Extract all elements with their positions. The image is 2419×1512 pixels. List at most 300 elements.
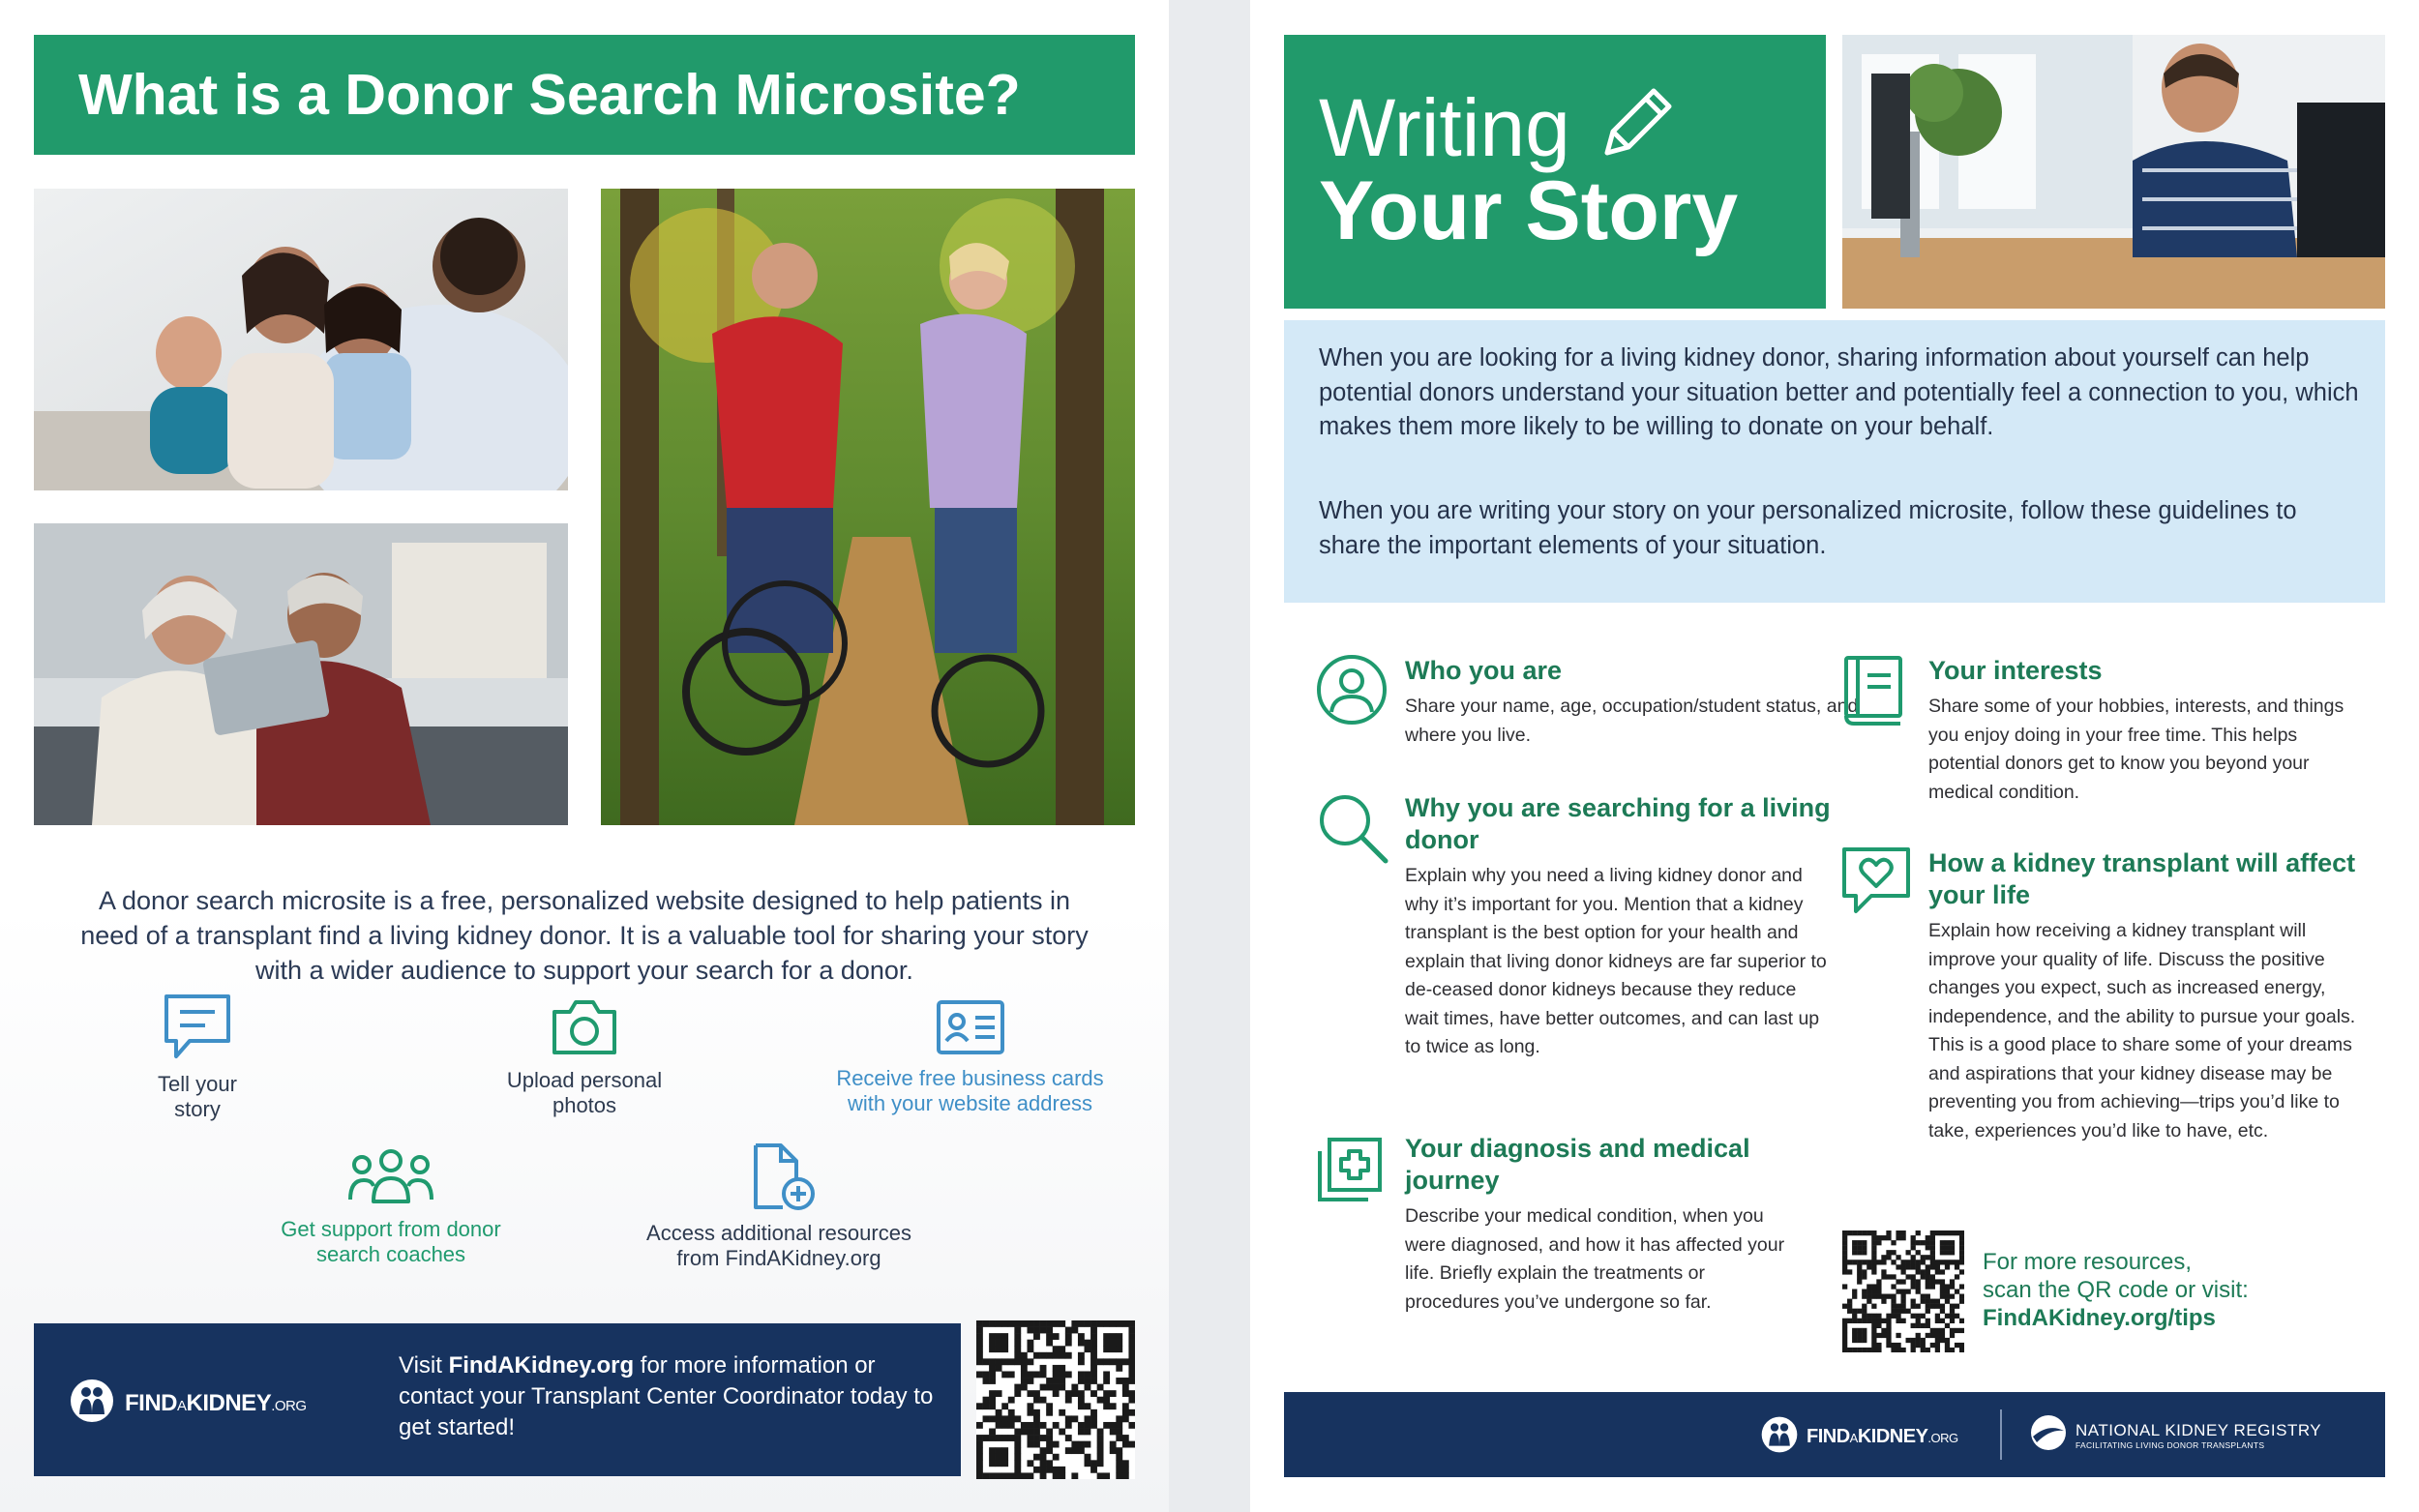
qr-module (1122, 1320, 1129, 1327)
qr-module (1008, 1371, 1015, 1378)
qr-module (1900, 1299, 1905, 1304)
qr-module (976, 1435, 983, 1441)
qr-module (1886, 1230, 1891, 1235)
qr-module (1916, 1323, 1921, 1328)
qr-module (1886, 1338, 1891, 1343)
qr-module (1852, 1338, 1857, 1343)
qr-code-graphic (976, 1320, 1135, 1479)
qr-module (1021, 1384, 1028, 1391)
qr-module (1935, 1348, 1940, 1352)
qr-module (1871, 1240, 1876, 1245)
qr-module (1959, 1235, 1964, 1240)
section-body: Explain how receiving a kidney transplant will improve your quality of life. Discuss the positive changes you expect, such as increased energy, independence, and the ability to pursue your goals. This is a good place to share some of your dreams and aspirations that your kidney disease may be preventing you from achieving—trips you’d like to take, experiences you’d like to have, etc. (1928, 920, 2356, 1141)
qr-module (1097, 1460, 1104, 1467)
feature-donor-coaches (255, 1145, 526, 1267)
qr-module (1128, 1346, 1135, 1352)
logo-find: FIND (125, 1389, 177, 1416)
qr-module (1950, 1304, 1955, 1309)
qr-module (1090, 1422, 1097, 1429)
qr-module (1110, 1340, 1117, 1347)
qr-module (996, 1390, 1002, 1397)
qr-module (1059, 1346, 1065, 1352)
qr-module (1857, 1348, 1862, 1352)
qr-module (1891, 1343, 1896, 1348)
qr-module (1891, 1240, 1896, 1245)
qr-module (976, 1358, 983, 1365)
qr-module (1053, 1422, 1060, 1429)
qr-module (1955, 1260, 1959, 1264)
qr-module (1916, 1304, 1921, 1309)
qr-module (1842, 1343, 1847, 1348)
qr-module (1053, 1384, 1060, 1391)
logo-a: A (1849, 1431, 1858, 1445)
qr-module (1945, 1245, 1950, 1250)
qr-module (1053, 1390, 1060, 1397)
qr-module (1862, 1294, 1867, 1299)
qr-module (1916, 1314, 1921, 1319)
qr-module (1046, 1409, 1053, 1416)
qr-module (1945, 1343, 1950, 1348)
qr-module (1027, 1320, 1033, 1327)
qr-module (1911, 1264, 1916, 1269)
qr-module (1085, 1346, 1091, 1352)
qr-module (1059, 1371, 1065, 1378)
qr-module (1921, 1343, 1926, 1348)
qr-module (1945, 1348, 1950, 1352)
qr-module (1128, 1333, 1135, 1340)
qr-module (1085, 1320, 1091, 1327)
qr-module (1959, 1299, 1964, 1304)
medical-cross-icon (1316, 1136, 1384, 1208)
qr-module (1926, 1235, 1930, 1240)
qr-module (1110, 1429, 1117, 1436)
qr-module (1065, 1327, 1072, 1334)
qr-module (1046, 1460, 1053, 1467)
qr-module (1930, 1230, 1935, 1235)
writing-story-title-block (1284, 35, 1826, 309)
section-body: Explain why you need a living kidney donor and why it’s important for you. Mention that a kidney transplant is the best option for your health and explain that living donor kidneys are far superior to de-ceased donor kidneys because they reduce wait times, have better outcomes, and can last up to twice as long. (1405, 865, 1827, 1057)
qr-module (1900, 1294, 1905, 1299)
qr-module (1935, 1279, 1940, 1284)
feature-label: Receive free business cards with your website address (836, 1066, 1104, 1115)
qr-module (1926, 1319, 1930, 1323)
section-body: Describe your medical condition, when you were diagnosed, and how it has affected your life. Briefly explain the treatments or procedures you’ve undergone so far. (1405, 1205, 1785, 1313)
qr-module (1116, 1454, 1122, 1461)
qr-module (1881, 1260, 1886, 1264)
qr-module (1959, 1240, 1964, 1245)
qr-module (1916, 1343, 1921, 1348)
qr-module (1090, 1415, 1097, 1422)
qr-module (1935, 1269, 1940, 1274)
qr-module (1128, 1390, 1135, 1397)
qr-module (1046, 1352, 1053, 1359)
qr-module (1097, 1397, 1104, 1404)
qr-module (996, 1447, 1002, 1454)
qr-module (1027, 1403, 1033, 1409)
qr-module (1053, 1441, 1060, 1448)
qr-module (1090, 1346, 1097, 1352)
qr-module (1867, 1314, 1871, 1319)
pencil-icon (1592, 81, 1679, 173)
qr-module (1053, 1333, 1060, 1340)
qr-module (1014, 1333, 1021, 1340)
qr-module (1900, 1348, 1905, 1352)
qr-module (1090, 1365, 1097, 1372)
qr-module (1871, 1260, 1876, 1264)
findakidney-link[interactable]: FindAKidney.org (448, 1352, 635, 1379)
logo-org: .ORG (1927, 1431, 1958, 1445)
feature-business-cards (822, 998, 1118, 1116)
qr-module (1935, 1230, 1940, 1235)
qr-module (989, 1358, 996, 1365)
qr-module (1090, 1390, 1097, 1397)
qr-module (1046, 1447, 1053, 1454)
qr-module (1945, 1338, 1950, 1343)
feature-label: Access additional resources from FindAKidney.org (646, 1221, 911, 1270)
qr-module (1881, 1299, 1886, 1304)
qr-module (1911, 1314, 1916, 1319)
qr-module (1847, 1299, 1852, 1304)
qr-module (1090, 1409, 1097, 1416)
qr-module (1857, 1230, 1862, 1235)
heart-message-icon (1840, 845, 1912, 922)
qr-module (1945, 1314, 1950, 1319)
qr-module (1921, 1323, 1926, 1328)
qr-module (1116, 1320, 1122, 1327)
qr-module (989, 1333, 996, 1340)
qr-module (1078, 1422, 1085, 1429)
speech-bubble-icon (101, 991, 294, 1062)
qr-module (1959, 1255, 1964, 1260)
qr-module (1900, 1230, 1905, 1235)
qr-module (1097, 1358, 1104, 1365)
qr-module (1852, 1328, 1857, 1333)
qr-module (1053, 1346, 1060, 1352)
qr-module (1950, 1240, 1955, 1245)
qr-module (1867, 1348, 1871, 1352)
qr-module (1065, 1447, 1072, 1454)
qr-module (1008, 1409, 1015, 1416)
qr-module (996, 1472, 1002, 1479)
qr-module (1930, 1284, 1935, 1289)
qr-module (1896, 1319, 1900, 1323)
qr-module (1001, 1371, 1008, 1378)
qr-module (1053, 1320, 1060, 1327)
qr-module (1921, 1240, 1926, 1245)
right-qr-code[interactable] (1842, 1230, 1964, 1352)
qr-module (1886, 1235, 1891, 1240)
qr-module (1116, 1435, 1122, 1441)
qr-module (1950, 1314, 1955, 1319)
qr-module (1021, 1472, 1028, 1479)
qr-module (1916, 1279, 1921, 1284)
qr-module (1128, 1378, 1135, 1384)
qr-module (976, 1454, 983, 1461)
qr-module (1085, 1384, 1091, 1391)
qr-module (983, 1397, 990, 1404)
qr-module (1090, 1327, 1097, 1334)
qr-module (1857, 1333, 1862, 1338)
qr-module (1116, 1422, 1122, 1429)
qr-module (1116, 1472, 1122, 1479)
qr-module (1097, 1320, 1104, 1327)
qr-module (1935, 1299, 1940, 1304)
qr-module (1065, 1333, 1072, 1340)
qr-module (1896, 1333, 1900, 1338)
section-why-searching (1405, 792, 1831, 1062)
qr-module (1881, 1319, 1886, 1323)
qr-module (1128, 1320, 1135, 1327)
qr-module (1857, 1250, 1862, 1255)
qr-module (1896, 1289, 1900, 1293)
qr-module (1916, 1250, 1921, 1255)
qr-module (1097, 1429, 1104, 1436)
qr-module (1881, 1333, 1886, 1338)
qr-module (1857, 1240, 1862, 1245)
qr-module (1940, 1289, 1945, 1293)
qr-module (1930, 1328, 1935, 1333)
qr-module (989, 1378, 996, 1384)
couple-tablet-photo (34, 523, 568, 825)
qr-module (1071, 1320, 1078, 1327)
qr-module (1040, 1454, 1047, 1461)
qr-module (1090, 1333, 1097, 1340)
qr-module (1842, 1323, 1847, 1328)
qr-module (1862, 1328, 1867, 1333)
qr-module (1886, 1250, 1891, 1255)
qr-module (1862, 1333, 1867, 1338)
qr-module (1867, 1284, 1871, 1289)
qr-module (1040, 1327, 1047, 1334)
qr-module (1857, 1274, 1862, 1279)
qr-module (983, 1358, 990, 1365)
qr-module (1090, 1352, 1097, 1359)
qr-module (1014, 1346, 1021, 1352)
qr-module (1014, 1454, 1021, 1461)
qr-module (976, 1352, 983, 1359)
qr-module (1940, 1338, 1945, 1343)
qr-module (1116, 1365, 1122, 1372)
qr-module (1906, 1250, 1911, 1255)
qr-module (1046, 1429, 1053, 1436)
id-card-icon (822, 998, 1118, 1056)
qr-module (1014, 1441, 1021, 1448)
qr-module (1930, 1279, 1935, 1284)
qr-module (1945, 1294, 1950, 1299)
qr-module (1940, 1284, 1945, 1289)
qr-module (1033, 1352, 1040, 1359)
qr-module (1930, 1250, 1935, 1255)
qr-module (1857, 1328, 1862, 1333)
qr-module (1911, 1284, 1916, 1289)
qr-module (1110, 1333, 1117, 1340)
qr-module (1053, 1352, 1060, 1359)
qr-module (1926, 1255, 1930, 1260)
intro-paragraph-2: When you are writing your story on your personalized microsite, follow these guidelines to share the important elements of your situation. (1319, 497, 2297, 559)
qr-module (1955, 1274, 1959, 1279)
qr-module (1886, 1333, 1891, 1338)
qr-module (1900, 1304, 1905, 1309)
qr-module (1921, 1348, 1926, 1352)
qr-module (1950, 1333, 1955, 1338)
qr-module (1008, 1415, 1015, 1422)
qr-module (1040, 1472, 1047, 1479)
qr-module (1122, 1403, 1129, 1409)
qr-module (1926, 1264, 1930, 1269)
feature-label: Tell your story (158, 1072, 237, 1121)
kidney-people-icon (69, 1378, 115, 1429)
qr-module (989, 1340, 996, 1347)
qr-module (1842, 1260, 1847, 1264)
resources-link[interactable]: FindAKidney.org/tips (1983, 1305, 2216, 1331)
qr-module (989, 1429, 996, 1436)
qr-module (983, 1378, 990, 1384)
qr-module (1128, 1340, 1135, 1347)
qr-module (1122, 1415, 1129, 1422)
qr-module (976, 1340, 983, 1347)
qr-module (983, 1320, 990, 1327)
qr-module (1945, 1299, 1950, 1304)
qr-module (1085, 1378, 1091, 1384)
qr-module (1014, 1390, 1021, 1397)
nkr-emblem-icon (2029, 1413, 2068, 1457)
qr-module (1040, 1384, 1047, 1391)
qr-module (1046, 1441, 1053, 1448)
qr-module (976, 1441, 983, 1448)
qr-module (1916, 1319, 1921, 1323)
qr-module (1871, 1245, 1876, 1250)
qr-module (1128, 1409, 1135, 1416)
qr-module (1876, 1284, 1881, 1289)
qr-module (1021, 1371, 1028, 1378)
feature-label: Upload personal photos (506, 1068, 663, 1117)
qr-module (1881, 1269, 1886, 1274)
qr-module (1896, 1314, 1900, 1319)
qr-module (1001, 1340, 1008, 1347)
logo-find: FIND (1807, 1426, 1850, 1447)
qr-module (1110, 1403, 1117, 1409)
qr-module (996, 1435, 1002, 1441)
qr-module (1110, 1447, 1117, 1454)
qr-module (976, 1320, 983, 1327)
qr-module (1852, 1294, 1857, 1299)
qr-module (1926, 1284, 1930, 1289)
footer-divider (2000, 1409, 2002, 1460)
qr-module (1940, 1245, 1945, 1250)
qr-module (1059, 1320, 1065, 1327)
qr-module (1027, 1429, 1033, 1436)
qr-module (1122, 1358, 1129, 1365)
qr-module (1046, 1340, 1053, 1347)
qr-module (1950, 1328, 1955, 1333)
qr-module (1040, 1365, 1047, 1372)
qr-module (983, 1472, 990, 1479)
qr-module (1847, 1230, 1852, 1235)
qr-module (1930, 1245, 1935, 1250)
qr-module (1842, 1264, 1847, 1269)
qr-module (1930, 1304, 1935, 1309)
qr-module (1955, 1230, 1959, 1235)
qr-module (1842, 1348, 1847, 1352)
qr-module (1955, 1343, 1959, 1348)
qr-module (989, 1403, 996, 1409)
resources-line1: For more resources, (1983, 1249, 2193, 1275)
qr-module (1040, 1397, 1047, 1404)
qr-module (1862, 1348, 1867, 1352)
qr-module (1128, 1327, 1135, 1334)
qr-module (1959, 1260, 1964, 1264)
qr-module (1871, 1250, 1876, 1255)
qr-module (1033, 1320, 1040, 1327)
qr-module (1027, 1346, 1033, 1352)
qr-module (1935, 1328, 1940, 1333)
qr-module (1085, 1429, 1091, 1436)
qr-module (1842, 1333, 1847, 1338)
family-photo (34, 189, 568, 490)
qr-module (1842, 1245, 1847, 1250)
qr-module (1078, 1320, 1085, 1327)
qr-module (976, 1403, 983, 1409)
qr-module (1078, 1340, 1085, 1347)
section-heading: Why you are searching for a living donor (1405, 793, 1831, 854)
qr-module (1926, 1240, 1930, 1245)
qr-module (1867, 1299, 1871, 1304)
qr-module (1852, 1314, 1857, 1319)
qr-module (1008, 1397, 1015, 1404)
qr-module (1911, 1299, 1916, 1304)
qr-module (1128, 1441, 1135, 1448)
qr-module (1891, 1304, 1896, 1309)
qr-module (1103, 1358, 1110, 1365)
qr-module (1950, 1319, 1955, 1323)
search-icon (1316, 791, 1389, 870)
qr-module (989, 1435, 996, 1441)
qr-module (1906, 1338, 1911, 1343)
qr-module (1001, 1422, 1008, 1429)
group-icon (255, 1145, 526, 1207)
qr-module (1033, 1327, 1040, 1334)
qr-module (1871, 1348, 1876, 1352)
resources-callout (1983, 1248, 2370, 1332)
cycling-couple-photo (601, 189, 1135, 825)
microsite-title-bar (34, 35, 1135, 155)
logo-a: A (177, 1397, 187, 1414)
qr-module (1090, 1340, 1097, 1347)
qr-module (1876, 1323, 1881, 1328)
qr-module (1955, 1328, 1959, 1333)
qr-module (1847, 1304, 1852, 1309)
feature-tell-story (101, 991, 294, 1122)
qr-module (1940, 1269, 1945, 1274)
qr-module (1857, 1264, 1862, 1269)
qr-module (1950, 1348, 1955, 1352)
qr-module (1053, 1472, 1060, 1479)
section-transplant-effect (1928, 847, 2364, 1145)
qr-module (1867, 1260, 1871, 1264)
qr-module (1900, 1264, 1905, 1269)
qr-module (989, 1397, 996, 1404)
qr-module (1930, 1299, 1935, 1304)
qr-module (1886, 1294, 1891, 1299)
qr-module (1921, 1294, 1926, 1299)
nkr-logo (2029, 1413, 2321, 1457)
left-qr-code[interactable] (976, 1320, 1135, 1479)
qr-module (1911, 1304, 1916, 1309)
qr-module (1001, 1346, 1008, 1352)
qr-module (1071, 1447, 1078, 1454)
qr-module (1955, 1314, 1959, 1319)
qr-module (1940, 1279, 1945, 1284)
